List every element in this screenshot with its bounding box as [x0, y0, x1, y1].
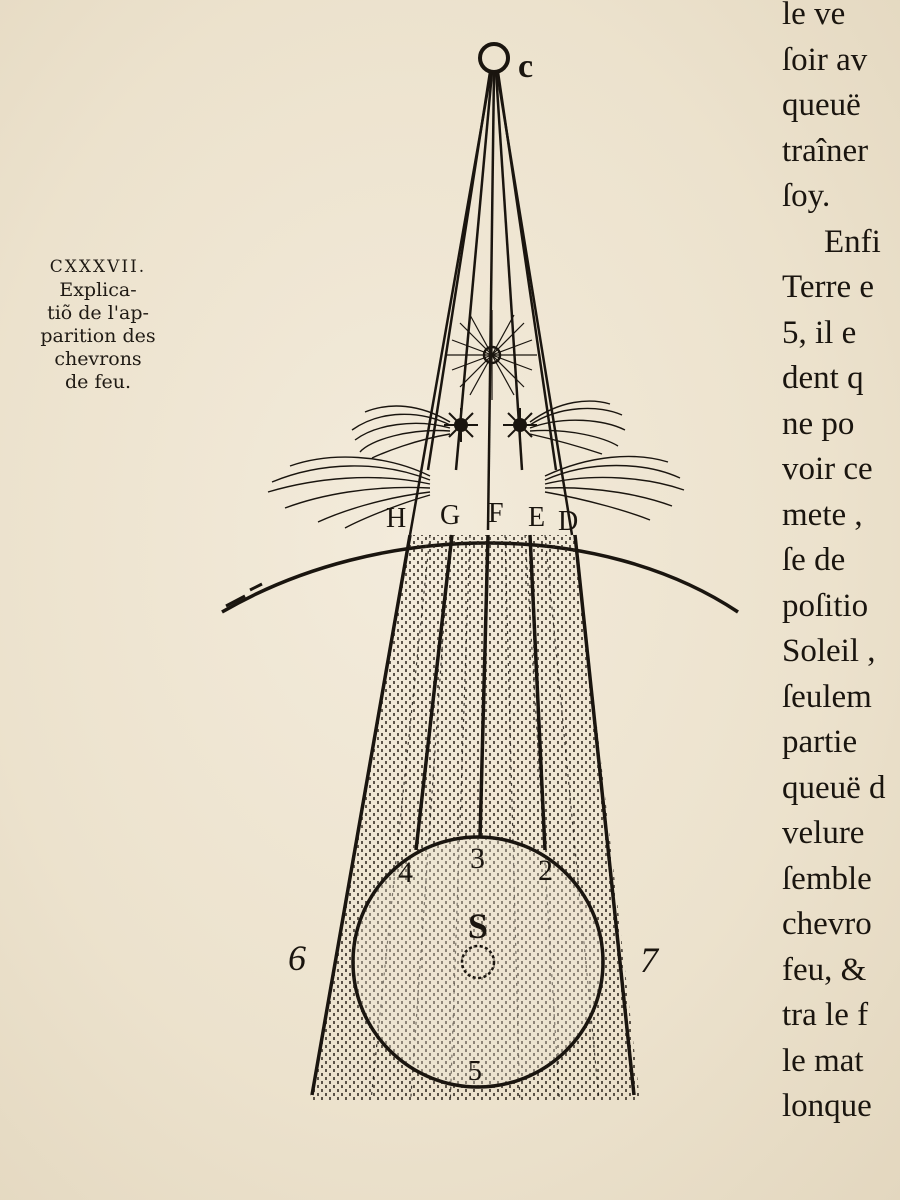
- margin-note-number: CXXXVII.: [49, 257, 147, 277]
- body-line: Soleil ,: [782, 633, 876, 669]
- margin-note-line: Explica-: [59, 279, 137, 301]
- body-line: Enfi: [824, 223, 881, 260]
- margin-note-line: tiõ de l'ap-: [47, 302, 149, 324]
- body-line: voir ce: [782, 451, 873, 487]
- arc-label-e: E: [528, 502, 546, 533]
- body-line: partie: [782, 724, 858, 760]
- comet-tail-upper-left: [352, 406, 450, 458]
- body-line: dent q: [782, 360, 864, 396]
- body-line: ſeulem: [782, 678, 872, 715]
- circle-number-4: 4: [398, 856, 413, 889]
- body-line: 5, il e: [782, 314, 857, 351]
- body-line: traîner: [782, 132, 869, 169]
- comet-tail-upper-right: [530, 401, 625, 454]
- body-line: poſitio: [782, 587, 869, 624]
- body-line: ſoir av: [782, 41, 868, 78]
- body-line: le ve: [782, 0, 846, 32]
- body-line: mete ,: [782, 496, 863, 533]
- body-text-column: [782, 0, 900, 1130]
- side-label-6: 6: [288, 938, 306, 978]
- body-line: queuë: [782, 87, 861, 123]
- margin-note-line: de feu.: [65, 371, 131, 393]
- body-line: feu, &: [782, 951, 867, 988]
- body-line: ſoy.: [782, 178, 831, 214]
- arc-label-d: D: [558, 506, 579, 537]
- body-line: chevro: [782, 906, 872, 942]
- body-line: queuë d: [782, 769, 886, 806]
- circle-number-5: 5: [468, 1056, 482, 1087]
- side-label-7: 7: [640, 940, 658, 980]
- margin-note: [24, 256, 172, 394]
- small-star-right: [503, 408, 537, 442]
- body-line: ſe de: [782, 542, 846, 578]
- body-line: tra le f: [782, 997, 869, 1033]
- circle-number-3: 3: [470, 842, 485, 875]
- arc-label-h: H: [386, 503, 407, 534]
- body-line: Terre e: [782, 269, 875, 305]
- body-line: velure: [782, 815, 865, 851]
- center-label-s: S: [468, 906, 489, 946]
- top-label-c: c: [518, 48, 534, 85]
- margin-note-line: chevrons: [54, 348, 142, 370]
- margin-note-line: parition des: [40, 325, 156, 347]
- arc-label-g: G: [440, 500, 461, 531]
- arc-label-f: F: [488, 498, 504, 529]
- sun-circle: [480, 44, 508, 72]
- sun-rays: [410, 72, 572, 535]
- comet-starburst: [447, 310, 537, 400]
- circle-number-2: 2: [538, 854, 553, 887]
- body-line: lonque: [782, 1088, 872, 1124]
- body-line: le mat: [782, 1042, 864, 1079]
- body-line: ne po: [782, 405, 855, 442]
- body-line: ſemble: [782, 860, 872, 897]
